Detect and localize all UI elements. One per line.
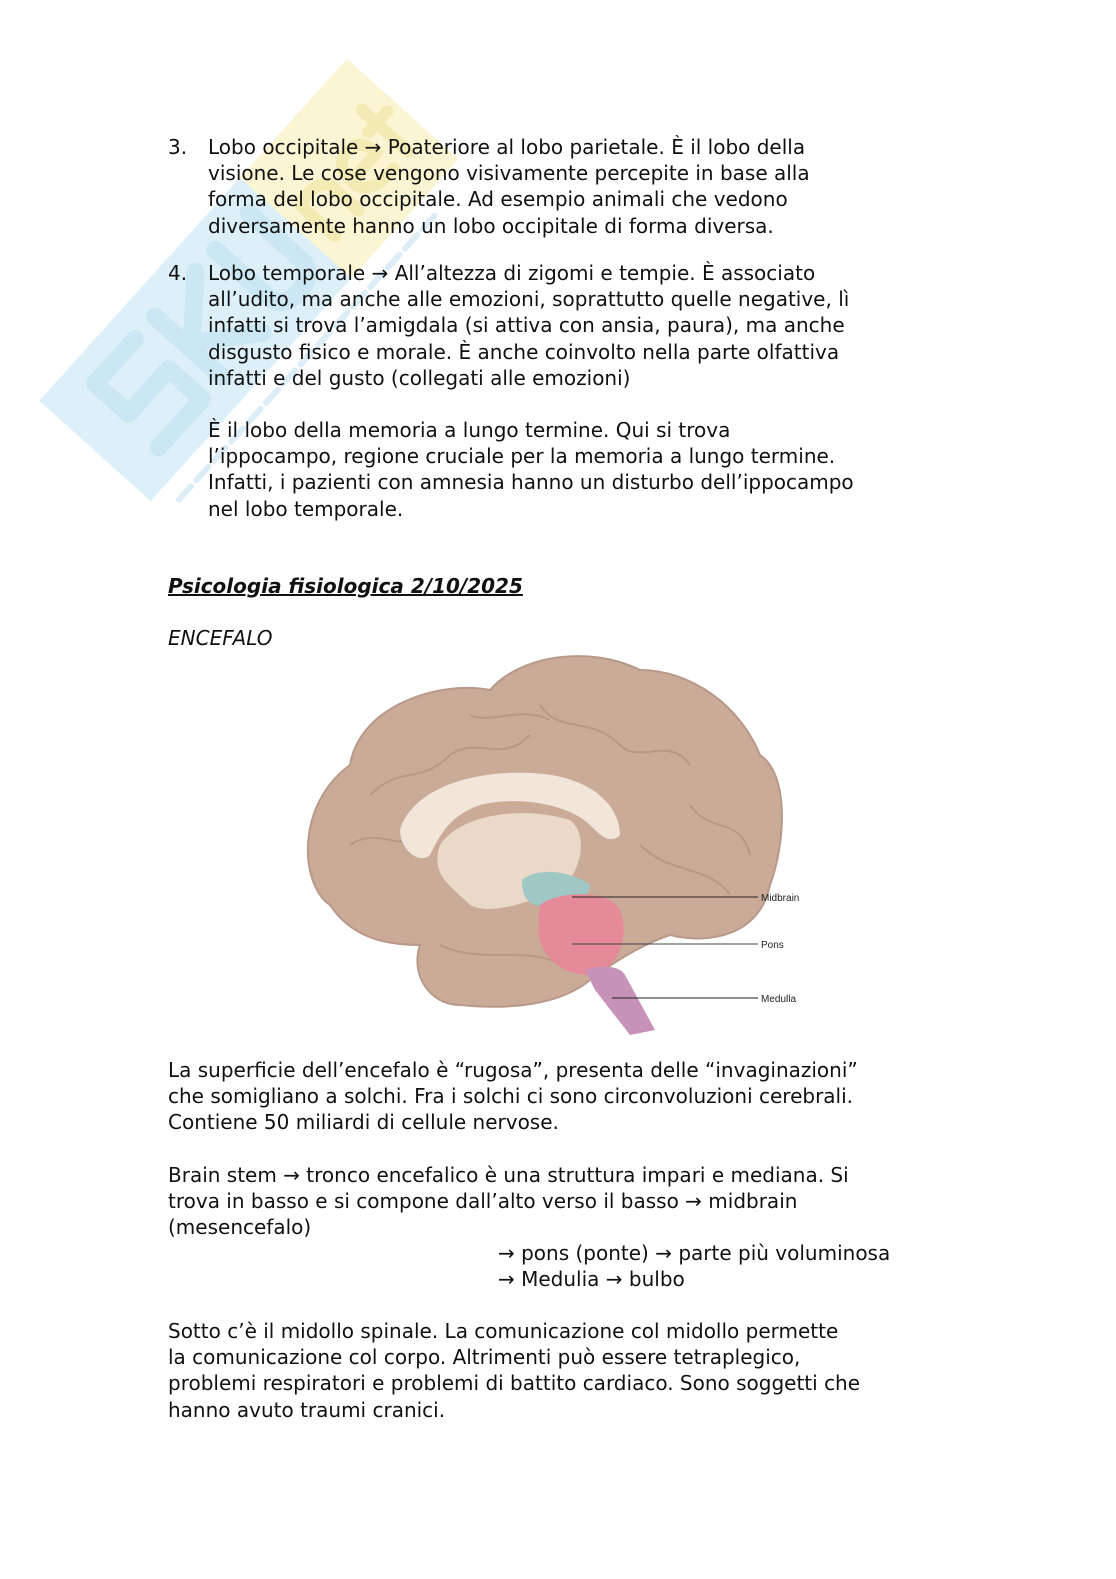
text-line: infatti si trova l’amigdala (si attiva con ansia, paura), ma anche: [208, 313, 845, 338]
text-line: trova in basso e si compone dall’alto verso il basso → midbrain: [168, 1189, 798, 1214]
text-line: all’udito, ma anche alle emozioni, soprattutto quelle negative, lì: [208, 287, 850, 312]
text-line: disgusto fisico e morale. È anche coinvolto nella parte olfattiva: [208, 339, 840, 364]
text-line: (mesencefalo): [168, 1215, 312, 1240]
label-pons: Pons: [761, 940, 784, 951]
text-line: Infatti, i pazienti con amnesia hanno un disturbo dell’ippocampo: [208, 470, 854, 495]
list-number: 4.: [168, 261, 188, 285]
text-line: La superficie dell’encefalo è “rugosa”, presenta delle “invaginazioni”: [168, 1058, 858, 1082]
text-line: Sotto c’è il midollo spinale. La comunicazione col midollo permette: [168, 1319, 839, 1343]
text-line: Brain stem → tronco encefalico è una struttura impari e mediana. Si: [168, 1163, 849, 1187]
text-line: nel lobo temporale.: [208, 496, 404, 521]
text-line: visione. Le cose vengono visivamente percepite in base alla: [208, 161, 810, 186]
text-line: Contiene 50 miliardi di cellule nervose.: [168, 1110, 559, 1135]
text-line: l’ippocampo, regione cruciale per la memoria a lungo termine.: [208, 444, 836, 469]
paragraph-surface: [168, 1057, 858, 1136]
paragraph-spinal: [168, 1318, 860, 1423]
text-line: → pons (ponte) → parte più voluminosa: [498, 1241, 891, 1265]
text-line: È il lobo della memoria a lungo termine. Qui si trova: [208, 418, 731, 442]
label-midbrain: Midbrain: [761, 893, 800, 904]
text-line: Lobo temporale → All’altezza di zigomi e tempie. È associato: [208, 261, 816, 285]
text-line: diversamente hanno un lobo occipitale di forma diversa.: [208, 213, 774, 238]
brain-figure: [290, 645, 820, 1040]
paragraph-brainstem-sub: [498, 1240, 890, 1292]
text-line: hanno avuto traumi cranici.: [168, 1397, 446, 1422]
label-medulla: Medulla: [761, 994, 797, 1005]
text-line: la comunicazione col corpo. Altrimenti può essere tetraplegico,: [168, 1345, 801, 1370]
text-line: forma del lobo occipitale. Ad esempio animali che vedono: [208, 187, 788, 212]
paragraph-brainstem: [168, 1162, 849, 1241]
subtitle: ENCEFALO: [168, 626, 273, 650]
text-line: infatti e del gusto (collegati alle emozioni): [208, 365, 631, 390]
section-title: Psicologia fisiologica 2/10/2025: [168, 574, 523, 598]
medulla-shape: [585, 967, 655, 1035]
text-line: → Medulia → bulbo: [498, 1267, 685, 1292]
text-line: problemi respiratori e problemi di battito cardiaco. Sono soggetti che: [168, 1371, 861, 1396]
text-line: Lobo occipitale → Poateriore al lobo parietale. È il lobo della: [208, 135, 806, 159]
text-line: che somigliano a solchi. Fra i solchi ci sono circonvoluzioni cerebrali.: [168, 1084, 854, 1109]
list-number: 3.: [168, 135, 188, 159]
